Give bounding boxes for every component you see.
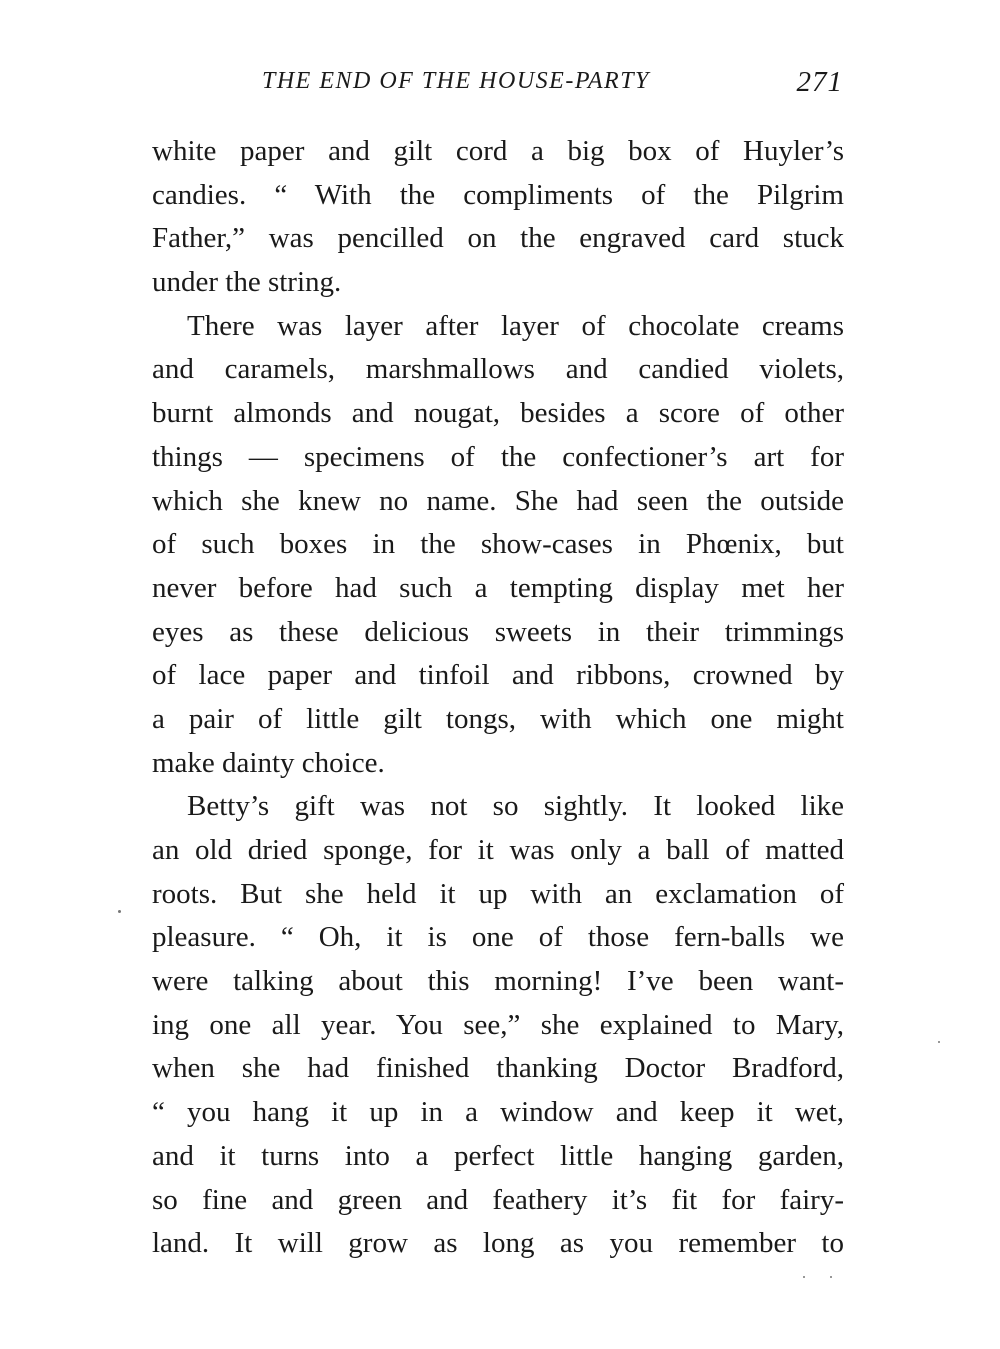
- body-text: [152, 130, 844, 1266]
- text-line: Betty’s gift was not so sightly. It looked like: [187, 790, 844, 823]
- text-line: so fine and green and feathery it’s fit for fairy-: [152, 1183, 844, 1216]
- page-number: 271: [796, 66, 843, 98]
- scan-speck: [938, 1041, 940, 1043]
- text-line: things — specimens of the confectioner’s art for: [152, 440, 844, 473]
- text-line: eyes as these delicious sweets in their trimmings: [152, 615, 844, 648]
- text-line: of such boxes in the show-cases in Phœnix, but: [152, 528, 844, 561]
- text-line: and caramels, marshmallows and candied violets,: [152, 353, 844, 386]
- text-line: of lace paper and tinfoil and ribbons, crowned by: [152, 659, 844, 692]
- running-head: [150, 68, 845, 108]
- text-line: Father,” was pencilled on the engraved card stuck: [152, 222, 844, 255]
- text-line: under the string.: [152, 266, 342, 299]
- text-line: ing one all year. You see,” she explained to Mary,: [152, 1008, 844, 1041]
- text-line: roots. But she held it up with an exclamation of: [152, 877, 844, 910]
- text-line: which she knew no name. She had seen the outside: [152, 484, 844, 517]
- text-line: and it turns into a perfect little hanging garden,: [152, 1139, 844, 1172]
- text-line: a pair of little gilt tongs, with which one might: [152, 702, 844, 735]
- text-line: when she had finished thanking Doctor Bradford,: [152, 1052, 844, 1085]
- scan-speck: [830, 1276, 832, 1278]
- text-line: There was layer after layer of chocolate creams: [187, 309, 844, 342]
- text-line: make dainty choice.: [152, 746, 385, 779]
- text-line: burnt almonds and nougat, besides a score of other: [152, 397, 844, 430]
- text-line: white paper and gilt cord a big box of Huyler’s: [152, 135, 844, 167]
- text-line: never before had such a tempting display met her: [152, 571, 844, 604]
- text-line: candies. “ With the compliments of the Pilgrim: [152, 178, 844, 211]
- text-line: “ you hang it up in a window and keep it wet,: [152, 1096, 844, 1129]
- text-line: an old dried sponge, for it was only a ball of matted: [152, 834, 844, 866]
- text-line: were talking about this morning! I’ve been want-: [152, 965, 844, 998]
- running-title: THE END OF THE HOUSE-PARTY: [262, 68, 650, 94]
- text-line: pleasure. “ Oh, it is one of those fern-balls we: [152, 921, 844, 954]
- scan-speck: [118, 910, 121, 913]
- text-line: land. It will grow as long as you remember to: [152, 1227, 844, 1260]
- scan-speck: [803, 1276, 805, 1278]
